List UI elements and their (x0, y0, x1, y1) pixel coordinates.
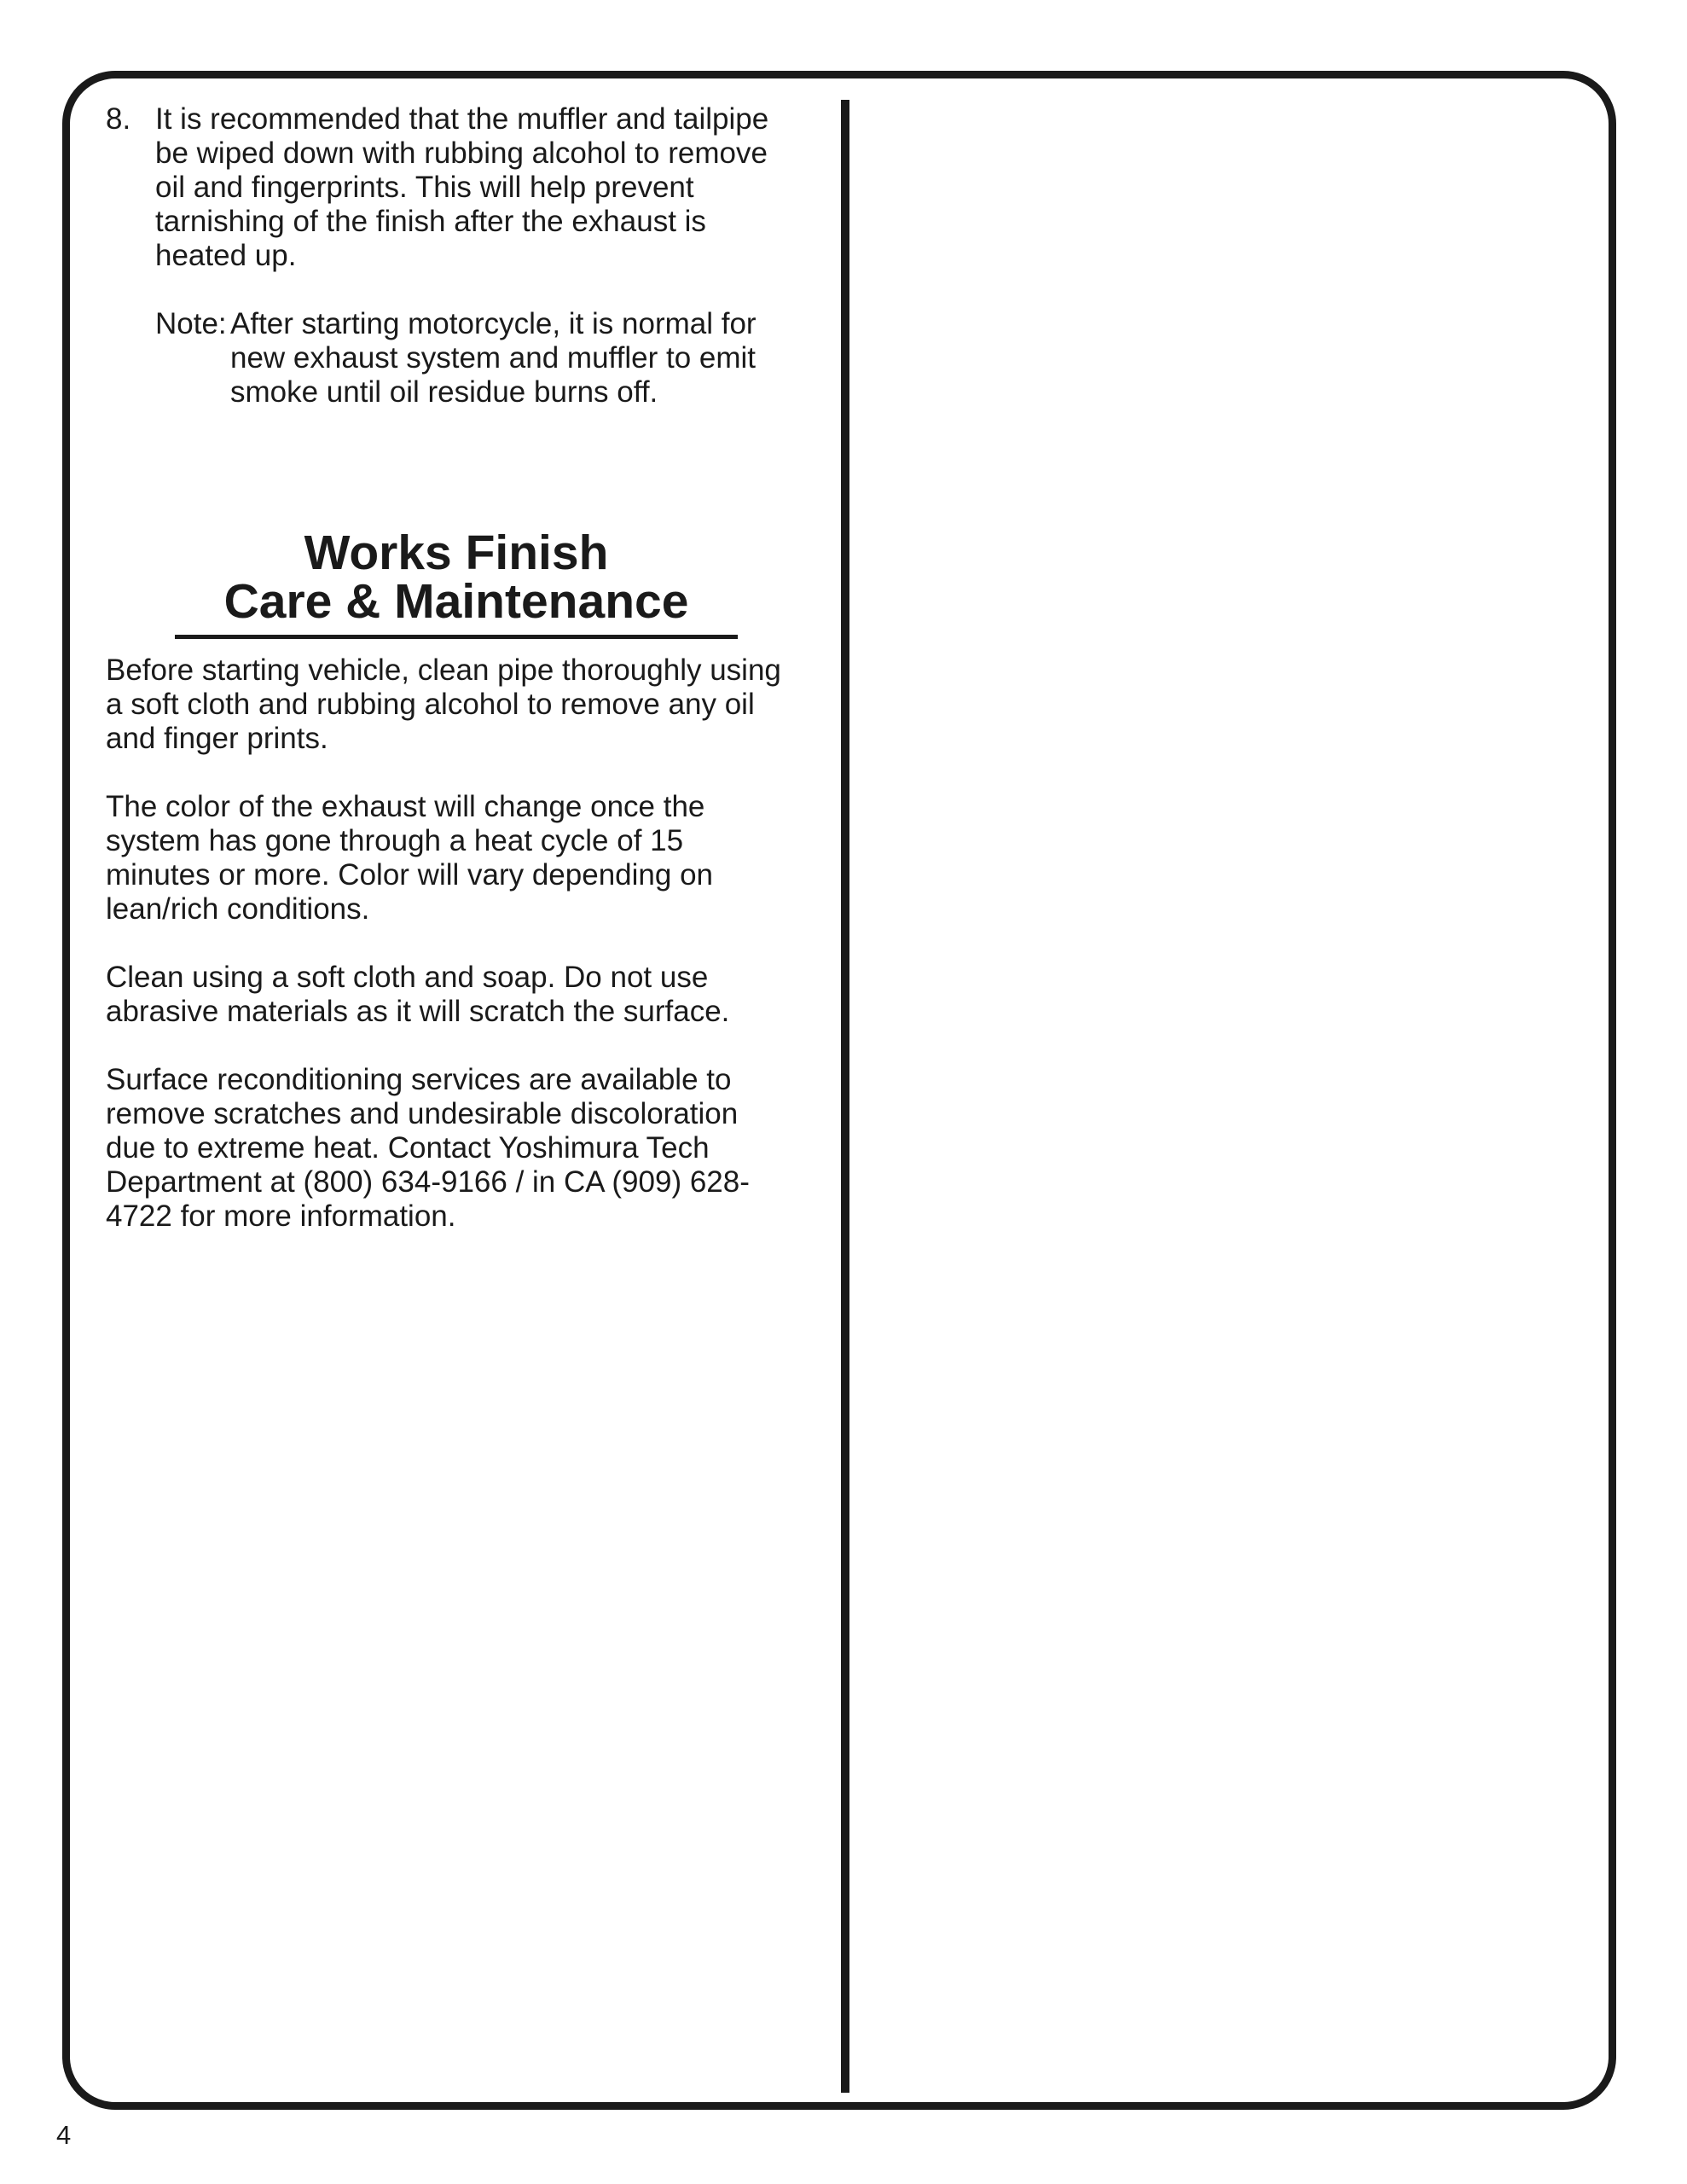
section-body (106, 653, 822, 1268)
section-heading (175, 526, 738, 629)
step-8-block (106, 102, 822, 410)
step-item (106, 102, 822, 273)
note-block (155, 307, 822, 410)
note-label: Note: (155, 307, 227, 340)
column-divider (841, 100, 849, 2093)
heading-underline (175, 635, 738, 639)
paragraph-reconditioning: Surface reconditioning services are available to remove scratches and undesirable discoloration due to extreme heat. Contact Yoshimura Tech Department at (800) 634-9166 / in CA (909) 628- 4722 for more information. (106, 1063, 750, 1233)
section-heading-line-2: Care & Maintenance (223, 574, 689, 629)
paragraph-color-change: The color of the exhaust will change once the system has gone through a heat cycle of 15 minutes or more. Color will vary depending on lean/rich conditions. (106, 790, 713, 926)
note-text: After starting motorcycle, it is normal for new exhaust system and muffler to emit smoke until oil residue burns off. (230, 307, 757, 409)
page-number: 4 (56, 2120, 72, 2150)
paragraph-cleaning-before-start: Before starting vehicle, clean pipe thoroughly using a soft cloth and rubbing alcohol to remove any oil and finger prints. (106, 653, 781, 755)
section-heading-line-1: Works Finish (304, 526, 609, 580)
step-text: It is recommended that the muffler and tailpipe be wiped down with rubbing alcohol to remove oil and fingerprints. This will help prevent tarnishing of the finish after the exhaust is heated up. (155, 102, 769, 272)
paragraph-cleaning-method: Clean using a soft cloth and soap. Do not use abrasive materials as it will scratch the surface. (106, 961, 730, 1028)
step-number: 8. (106, 102, 131, 136)
